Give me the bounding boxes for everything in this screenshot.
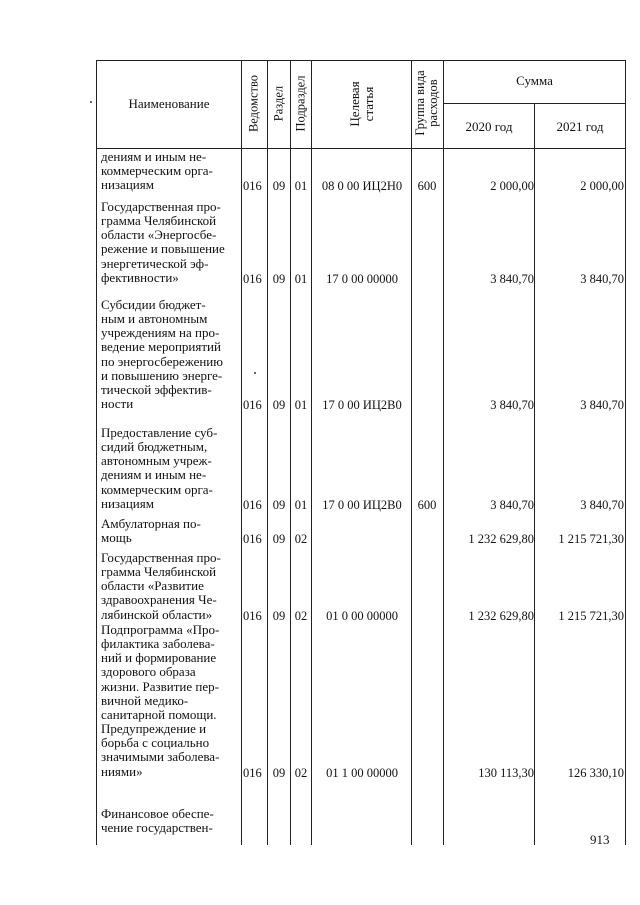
scan-speck <box>90 101 92 103</box>
row-name-line: и повышению энерге- <box>101 367 223 383</box>
row-name-line: коммерческим орга- <box>101 163 213 179</box>
page-number: 913 <box>590 832 610 847</box>
row-podrazdel: 02 <box>294 608 308 623</box>
row-name-line: Субсидии бюджет- <box>101 297 206 312</box>
row-name-line: сидий бюджетным, <box>101 439 208 455</box>
row-name-line: режение и повышение <box>101 241 225 257</box>
row-name-line: вичной медико- <box>101 692 189 708</box>
row-name-line: санитарной помощи. <box>101 706 217 722</box>
row-name-line: ным и автономным <box>101 311 208 327</box>
header-razdel: Раздел <box>271 85 286 122</box>
col-line-raz <box>290 60 291 845</box>
row-name <box>101 426 240 511</box>
row-name-line: ведение мероприятий <box>101 339 221 355</box>
row-celevaya-statya: 08 0 00 ИЦ2Н0 <box>321 179 403 194</box>
row-sum-2020: 1 232 629,80 <box>468 532 534 547</box>
row-name-line: по энергосбережению <box>101 353 223 369</box>
row-name-line: фективности» <box>101 269 179 285</box>
row-name-line: лябинской области» <box>101 606 213 622</box>
header-name: Наименование <box>128 96 210 111</box>
row-name <box>101 807 240 835</box>
row-razdel: 09 <box>272 532 286 547</box>
row-razdel: 09 <box>272 179 286 194</box>
row-celevaya-statya: 01 1 00 00000 <box>326 765 398 780</box>
row-celevaya-statya: 17 0 00 ИЦ2В0 <box>322 398 402 413</box>
row-vedomstvo: 016 <box>243 398 262 413</box>
header-podrazdel: Подраздел <box>293 75 308 132</box>
row-name <box>101 551 240 622</box>
row-razdel: 09 <box>272 497 286 512</box>
header-year-2021: 2021 год <box>556 119 604 134</box>
col-line-pod <box>311 60 312 845</box>
row-gruppa-rashodov: 600 <box>417 179 437 194</box>
header-gruppa-line2: расходов <box>426 79 440 127</box>
row-name-line: чение государствен- <box>101 820 213 836</box>
row-name-line: ний и формирование <box>101 650 217 666</box>
row-name-line: ности <box>101 396 134 412</box>
row-name-line: Государственная про- <box>101 199 221 214</box>
row-razdel: 09 <box>272 271 286 286</box>
row-name-line: жизни. Развитие пер- <box>101 678 219 694</box>
row-name-line: Подпрограмма «Про- <box>101 622 220 637</box>
row-name-line: области «Энергосбе- <box>101 227 217 243</box>
row-podrazdel: 02 <box>294 765 308 780</box>
row-name-line: дениям и иным не- <box>101 149 207 164</box>
row-sum-2021: 1 215 721,30 <box>558 532 624 547</box>
row-sum-2021: 3 840,70 <box>580 271 624 286</box>
row-podrazdel: 01 <box>294 271 308 286</box>
row-celevaya-statya: 01 0 00 00000 <box>326 608 398 623</box>
table-top-border <box>96 60 626 61</box>
row-razdel: 09 <box>272 398 286 413</box>
row-name-line: грамма Челябинской <box>101 564 217 580</box>
row-name <box>101 517 240 545</box>
row-vedomstvo: 016 <box>243 532 262 547</box>
row-podrazdel: 01 <box>294 497 308 512</box>
row-name-line: здорового образа <box>101 664 196 680</box>
col-line-right <box>625 60 626 845</box>
header-gruppa <box>414 61 440 145</box>
row-razdel: 09 <box>272 765 286 780</box>
row-name-line: Предоставление суб- <box>101 425 218 440</box>
row-sum-2020: 1 232 629,80 <box>468 608 534 623</box>
row-sum-2020: 2 000,00 <box>490 179 534 194</box>
col-line-left <box>96 60 97 845</box>
row-name <box>101 150 240 192</box>
header-celevaya-line2: статья <box>361 86 376 122</box>
row-name <box>101 623 240 779</box>
row-sum-2021: 1 215 721,30 <box>558 608 624 623</box>
header-celevaya <box>348 62 376 146</box>
row-razdel: 09 <box>272 608 286 623</box>
row-podrazdel: 02 <box>294 532 308 547</box>
row-sum-2021: 3 840,70 <box>580 398 624 413</box>
col-line-cel <box>411 60 412 845</box>
row-name-line: Государственная про- <box>101 550 221 565</box>
col-line-grp <box>443 60 444 845</box>
col-line-sum <box>534 103 535 845</box>
header-summa: Сумма <box>516 73 553 88</box>
row-sum-2020: 3 840,70 <box>490 497 534 512</box>
row-name-line: учреждениям на про- <box>101 325 220 341</box>
row-name-line: низациям <box>101 495 154 511</box>
header-celevaya-line1: Целевая <box>347 81 362 127</box>
row-gruppa-rashodov: 600 <box>417 497 437 512</box>
row-name-line: здравоохранения Че- <box>101 592 217 608</box>
row-name <box>101 298 240 411</box>
header-vedomstvo: Ведомство <box>246 74 261 133</box>
row-name-line: автономным учреж- <box>101 453 212 469</box>
row-name-line: тической эффектив- <box>101 381 212 397</box>
row-celevaya-statya: 17 0 00 00000 <box>326 271 398 286</box>
row-vedomstvo: 016 <box>243 271 262 286</box>
header-year-2020: 2020 год <box>465 119 513 134</box>
row-name-line: Финансовое обеспе- <box>101 806 214 821</box>
row-podrazdel: 01 <box>294 179 308 194</box>
row-name-line: мощь <box>101 530 132 546</box>
row-sum-2021: 3 840,70 <box>580 497 624 512</box>
row-name-line: борьба с социально <box>101 735 210 751</box>
row-name-line: Амбулаторная по- <box>101 516 201 531</box>
row-name-line: области «Развитие <box>101 578 204 594</box>
scan-speck <box>254 372 256 374</box>
row-name-line: ниями» <box>101 763 143 779</box>
col-line-ved <box>267 60 268 845</box>
row-podrazdel: 01 <box>294 398 308 413</box>
row-vedomstvo: 016 <box>243 179 262 194</box>
row-name-line: коммерческим орга- <box>101 481 213 497</box>
row-name-line: дениям и иным не- <box>101 467 207 483</box>
row-name-line: низациям <box>101 177 154 193</box>
row-sum-2020: 3 840,70 <box>490 398 534 413</box>
row-vedomstvo: 016 <box>243 608 262 623</box>
row-celevaya-statya: 17 0 00 ИЦ2В0 <box>322 497 402 512</box>
row-vedomstvo: 016 <box>243 765 262 780</box>
row-name-line: Предупреждение и <box>101 721 207 737</box>
header-gruppa-line1: Группа вида <box>413 70 427 136</box>
row-name-line: значимыми заболева- <box>101 749 220 765</box>
row-sum-2021: 126 330,10 <box>567 765 624 780</box>
row-sum-2020: 130 113,30 <box>478 765 534 780</box>
row-name-line: энергетической эф- <box>101 255 209 271</box>
row-name <box>101 200 240 285</box>
row-name-line: филактика заболева- <box>101 636 215 652</box>
col-line-name <box>241 60 242 845</box>
row-sum-2021: 2 000,00 <box>580 179 624 194</box>
row-name-line: грамма Челябинской <box>101 213 217 229</box>
row-vedomstvo: 016 <box>243 497 262 512</box>
row-sum-2020: 3 840,70 <box>490 271 534 286</box>
